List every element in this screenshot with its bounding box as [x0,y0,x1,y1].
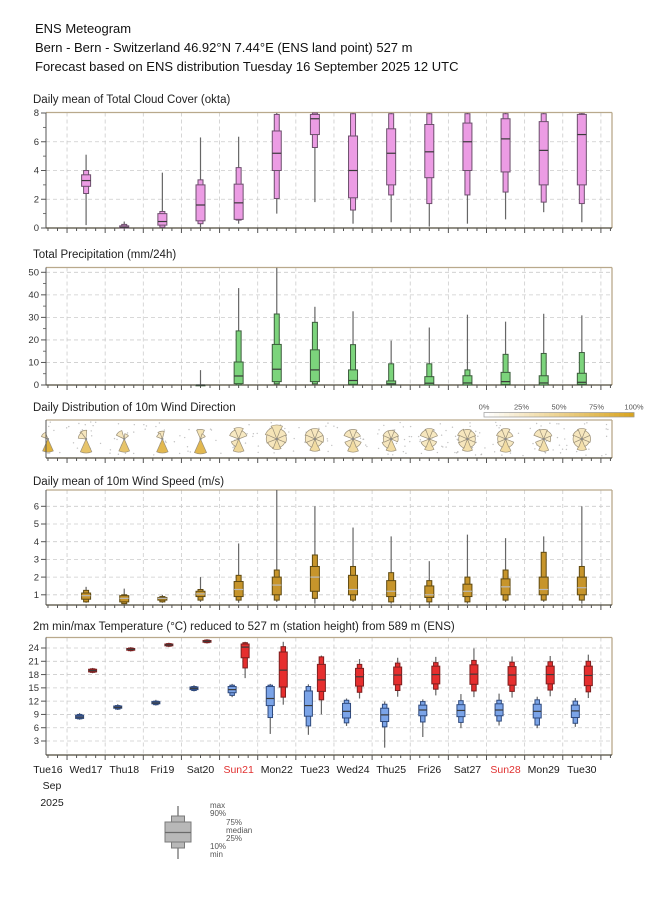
y-tick-label: 40 [28,290,39,302]
day-label: Tue23 [300,764,330,776]
y-tick-label: 0 [33,223,39,235]
wind-speed-panel-title: Daily mean of 10m Wind Speed (m/s) [33,476,225,488]
legend-min-label: min [210,850,223,859]
day-label: Tue16 [33,764,63,776]
cloud-cover-panel [34,108,612,234]
y-tick-label: 5 [33,519,39,531]
y-tick-label: 30 [28,312,39,324]
y-tick-label: 20 [28,335,39,347]
temperature-panel-title: 2m min/max Temperature (°C) reduced to 527 m (station height) from 589 m (ENS) [33,621,455,633]
precipitation-panel [28,268,612,392]
y-tick-label: 15 [28,683,39,695]
y-tick-label: 4 [33,165,39,177]
wind-direction-legend [479,403,644,418]
wind-legend-pct-label: 75% [588,402,605,412]
wind-direction-panel [41,420,612,463]
legend-10pct-label: 10% [210,842,227,851]
legend-90pct-label: 90% [210,809,227,818]
wind-legend-pct-label: 25% [513,402,530,412]
wind-speed-panel [34,490,612,610]
y-tick-label: 6 [33,136,39,148]
day-label: Sat20 [186,764,215,776]
legend-max-label: max [210,801,226,810]
day-label: Fri19 [150,764,175,776]
day-label: Mon29 [527,764,560,776]
year-label: 2025 [40,797,64,809]
y-tick-label: 12 [28,696,39,708]
y-tick-label: 10 [28,357,39,369]
wind-legend-pct-label: 0% [478,402,490,412]
legend-median-label: median [226,826,253,835]
y-tick-label: 0 [33,380,39,392]
wind-direction-panel-title: Daily Distribution of 10m Wind Direction [33,402,236,414]
y-tick-label: 4 [33,536,39,548]
cloud-panel-title: Daily mean of Total Cloud Cover (okta) [33,94,231,106]
day-label: Wed17 [69,764,103,776]
day-label: Mon22 [260,764,293,776]
y-tick-label: 50 [28,267,39,279]
day-label: Sun21 [223,764,254,776]
y-tick-label: 18 [28,669,39,681]
temperature-panel [28,638,612,761]
precip-panel-title: Total Precipitation (mm/24h) [33,249,177,261]
day-label: Thu25 [376,764,407,776]
day-label: Wed24 [336,764,370,776]
page-title: ENS Meteogram [35,21,132,36]
day-label: Thu18 [109,764,140,776]
day-label: Sat27 [453,764,482,776]
forecast-basis-line: Forecast based on ENS distribution Tuesday 16 September 2025 12 UTC [35,59,459,74]
y-tick-label: 9 [33,709,39,721]
month-label: Sep [42,780,62,792]
boxplot-legend-glyph [165,806,191,859]
legend-25pct-label: 25% [226,834,243,843]
location-line: Bern - Bern - Switzerland 46.92°N 7.44°E (ENS land point) 527 m [35,40,413,55]
x-axis-labels [33,764,596,809]
y-tick-label: 21 [28,656,39,668]
wind-legend-pct-label: 100% [624,402,644,412]
legend-75pct-label: 75% [226,818,243,827]
y-tick-label: 2 [33,194,39,206]
day-label: Sun28 [490,764,521,776]
day-label: Tue30 [567,764,597,776]
y-tick-label: 1 [33,590,39,601]
y-tick-label: 3 [33,554,39,566]
y-tick-label: 8 [33,108,39,120]
y-tick-label: 24 [28,643,39,655]
y-tick-label: 6 [33,501,39,513]
y-tick-label: 6 [33,722,39,734]
day-label: Fri26 [417,764,442,776]
y-tick-label: 3 [33,736,39,748]
wind-legend-pct-label: 50% [551,402,567,412]
y-tick-label: 2 [33,572,39,584]
